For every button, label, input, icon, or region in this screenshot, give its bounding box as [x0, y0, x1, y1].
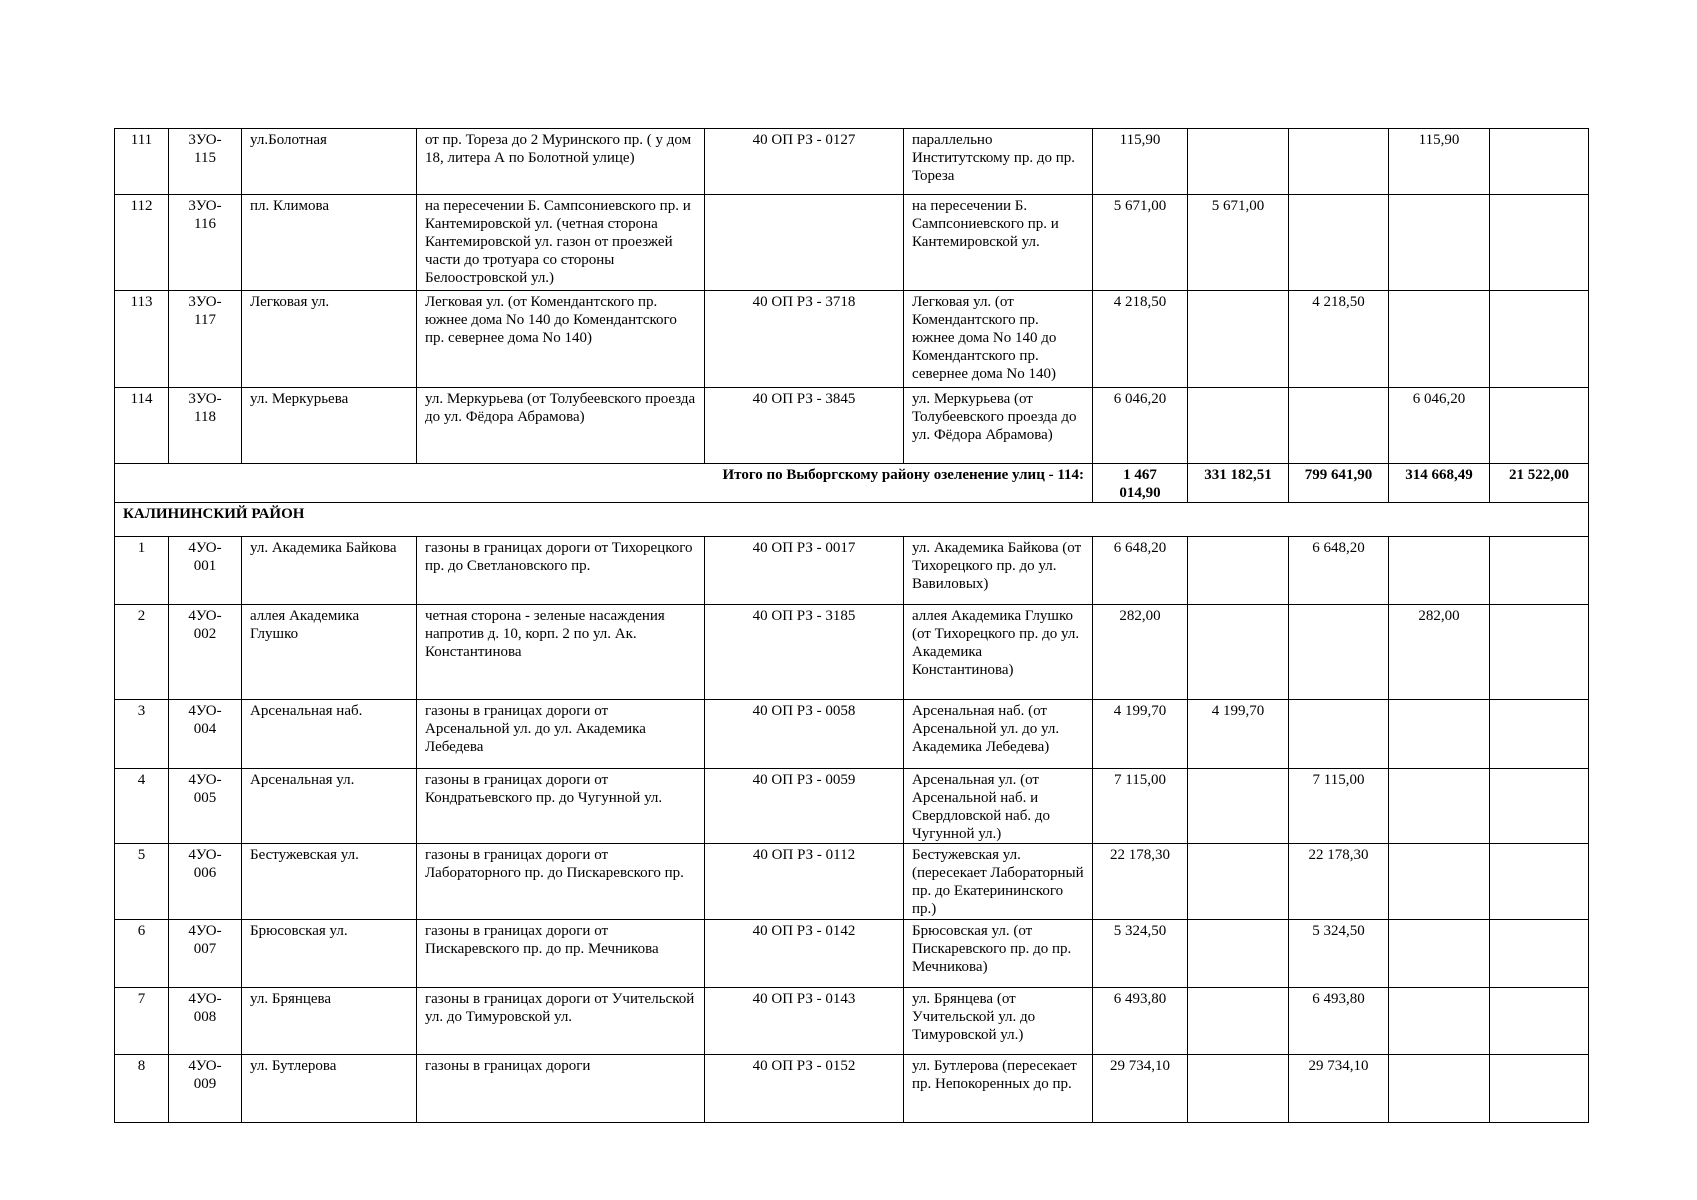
road-extent: аллея Академика Глушко (от Тихорецкого пр. до ул. Академика Константинова) [904, 605, 1093, 700]
boundary-description: на пересечении Б. Сампсониевского пр. и Кантемировской ул. (четная сторона Кантемировской ул. газон от проезжей части до тротуара со стороны Белоостровской ул.) [417, 195, 705, 291]
area-cat-3 [1389, 700, 1490, 769]
area-cat-3 [1389, 988, 1490, 1055]
area-cat-3: 282,00 [1389, 605, 1490, 700]
row-code: 3УО- 118 [169, 388, 242, 464]
road-extent: Легковая ул. (от Комендантского пр. южнее дома No 140 до Комендантского пр. севернее дома No 140) [904, 291, 1093, 388]
section-row [115, 503, 1589, 537]
boundary-description: Легковая ул. (от Комендантского пр. южнее дома No 140 до Комендантского пр. севернее дома No 140) [417, 291, 705, 388]
row-code: 4УО- 006 [169, 844, 242, 920]
registry-number: 40 ОП РЗ - 3185 [705, 605, 904, 700]
area-total: 29 734,10 [1093, 1055, 1188, 1123]
street-name: Арсенальная ул. [242, 769, 417, 844]
row-number: 5 [115, 844, 169, 920]
street-name: Легковая ул. [242, 291, 417, 388]
boundary-description: газоны в границах дороги [417, 1055, 705, 1123]
road-extent: на пересечении Б. Сампсониевского пр. и Кантемировской ул. [904, 195, 1093, 291]
table-row [115, 195, 1589, 291]
boundary-description: газоны в границах дороги от Тихорецкого пр. до Светлановского пр. [417, 537, 705, 605]
area-cat-1 [1188, 291, 1289, 388]
area-cat-4 [1490, 537, 1589, 605]
street-name: пл. Климова [242, 195, 417, 291]
area-total: 5 324,50 [1093, 920, 1188, 988]
table-row [115, 920, 1589, 988]
row-number: 8 [115, 1055, 169, 1123]
area-cat-1 [1188, 388, 1289, 464]
street-name: ул. Меркурьева [242, 388, 417, 464]
area-total: 4 199,70 [1093, 700, 1188, 769]
area-total: 22 178,30 [1093, 844, 1188, 920]
table-row [115, 1055, 1589, 1123]
boundary-description: газоны в границах дороги от Арсенальной ул. до ул. Академика Лебедева [417, 700, 705, 769]
total-row [115, 464, 1589, 503]
area-cat-3 [1389, 920, 1490, 988]
registry-number: 40 ОП РЗ - 0127 [705, 129, 904, 195]
area-cat-4 [1490, 1055, 1589, 1123]
area-cat-3: 115,90 [1389, 129, 1490, 195]
area-cat-1 [1188, 605, 1289, 700]
area-cat-3 [1389, 844, 1490, 920]
boundary-description: ул. Меркурьева (от Толубеевского проезда до ул. Фёдора Абрамова) [417, 388, 705, 464]
table-row [115, 769, 1589, 844]
area-cat-1 [1188, 920, 1289, 988]
area-cat-4 [1490, 769, 1589, 844]
area-total: 7 115,00 [1093, 769, 1188, 844]
boundary-description: газоны в границах дороги от Пискаревского пр. до пр. Мечникова [417, 920, 705, 988]
area-cat-4 [1490, 920, 1589, 988]
street-name: Брюсовская ул. [242, 920, 417, 988]
row-number: 2 [115, 605, 169, 700]
table-row [115, 988, 1589, 1055]
row-number: 113 [115, 291, 169, 388]
area-cat-2 [1289, 195, 1389, 291]
total-value: 21 522,00 [1490, 464, 1589, 503]
area-cat-1: 5 671,00 [1188, 195, 1289, 291]
street-name: Бестужевская ул. [242, 844, 417, 920]
row-code: 4УО- 001 [169, 537, 242, 605]
total-value: 1 467 014,90 [1093, 464, 1188, 503]
street-name: аллея Академика Глушко [242, 605, 417, 700]
row-code: 4УО- 005 [169, 769, 242, 844]
area-cat-4 [1490, 844, 1589, 920]
area-cat-2: 7 115,00 [1289, 769, 1389, 844]
table-row [115, 291, 1589, 388]
area-cat-1 [1188, 537, 1289, 605]
district-kalininsky-rows [115, 537, 1589, 1123]
area-cat-1 [1188, 1055, 1289, 1123]
street-name: ул.Болотная [242, 129, 417, 195]
area-cat-2: 6 493,80 [1289, 988, 1389, 1055]
total-value: 331 182,51 [1188, 464, 1289, 503]
area-cat-3 [1389, 291, 1490, 388]
road-extent: Арсенальная ул. (от Арсенальной наб. и Свердловской наб. до Чугунной ул.) [904, 769, 1093, 844]
area-cat-1 [1188, 988, 1289, 1055]
street-name: Арсенальная наб. [242, 700, 417, 769]
registry-number: 40 ОП РЗ - 0112 [705, 844, 904, 920]
row-code: 4УО- 009 [169, 1055, 242, 1123]
row-number: 7 [115, 988, 169, 1055]
total-value: 799 641,90 [1289, 464, 1389, 503]
area-cat-4 [1490, 605, 1589, 700]
road-extent: ул. Брянцева (от Учительской ул. до Тимуровской ул.) [904, 988, 1093, 1055]
area-cat-4 [1490, 291, 1589, 388]
area-total: 6 046,20 [1093, 388, 1188, 464]
area-total: 282,00 [1093, 605, 1188, 700]
road-extent: ул. Академика Байкова (от Тихорецкого пр. до ул. Вавиловых) [904, 537, 1093, 605]
district-vyborg-rows [115, 129, 1589, 464]
area-cat-2: 22 178,30 [1289, 844, 1389, 920]
area-cat-2: 6 648,20 [1289, 537, 1389, 605]
area-total: 4 218,50 [1093, 291, 1188, 388]
area-cat-2 [1289, 700, 1389, 769]
total-row-group [115, 464, 1589, 537]
area-cat-3: 6 046,20 [1389, 388, 1490, 464]
area-cat-4 [1490, 700, 1589, 769]
area-cat-3 [1389, 195, 1490, 291]
area-cat-2: 29 734,10 [1289, 1055, 1389, 1123]
road-extent: ул. Бутлерова (пересекает пр. Непокоренных до пр. [904, 1055, 1093, 1123]
row-code: 3УО- 115 [169, 129, 242, 195]
registry-number: 40 ОП РЗ - 0058 [705, 700, 904, 769]
street-name: ул. Брянцева [242, 988, 417, 1055]
area-cat-3 [1389, 769, 1490, 844]
registry-number [705, 195, 904, 291]
row-code: 4УО- 007 [169, 920, 242, 988]
area-cat-1 [1188, 844, 1289, 920]
area-cat-2 [1289, 129, 1389, 195]
row-number: 112 [115, 195, 169, 291]
row-code: 3УО- 116 [169, 195, 242, 291]
table-row [115, 129, 1589, 195]
row-number: 4 [115, 769, 169, 844]
row-number: 6 [115, 920, 169, 988]
road-extent: ул. Меркурьева (от Толубеевского проезда до ул. Фёдора Абрамова) [904, 388, 1093, 464]
area-total: 115,90 [1093, 129, 1188, 195]
row-number: 111 [115, 129, 169, 195]
table-row [115, 537, 1589, 605]
boundary-description: газоны в границах дороги от Учительской ул. до Тимуровской ул. [417, 988, 705, 1055]
registry-number: 40 ОП РЗ - 0059 [705, 769, 904, 844]
registry-number: 40 ОП РЗ - 0142 [705, 920, 904, 988]
road-extent: Бестужевская ул. (пересекает Лабораторный пр. до Екатерининского пр.) [904, 844, 1093, 920]
street-name: ул. Академика Байкова [242, 537, 417, 605]
boundary-description: газоны в границах дороги от Кондратьевского пр. до Чугунной ул. [417, 769, 705, 844]
registry-number: 40 ОП РЗ - 0152 [705, 1055, 904, 1123]
boundary-description: газоны в границах дороги от Лабораторного пр. до Пискаревского пр. [417, 844, 705, 920]
registry-number: 40 ОП РЗ - 3845 [705, 388, 904, 464]
road-extent: Арсенальная наб. (от Арсенальной ул. до ул. Академика Лебедева) [904, 700, 1093, 769]
area-total: 6 493,80 [1093, 988, 1188, 1055]
row-number: 3 [115, 700, 169, 769]
area-cat-3 [1389, 1055, 1490, 1123]
row-code: 4УО- 008 [169, 988, 242, 1055]
row-number: 114 [115, 388, 169, 464]
area-cat-1: 4 199,70 [1188, 700, 1289, 769]
table-row [115, 844, 1589, 920]
area-cat-2 [1289, 605, 1389, 700]
area-cat-1 [1188, 769, 1289, 844]
area-cat-4 [1490, 388, 1589, 464]
registry-number: 40 ОП РЗ - 0143 [705, 988, 904, 1055]
table-row [115, 605, 1589, 700]
area-cat-1 [1188, 129, 1289, 195]
register-table [114, 128, 1589, 1123]
area-total: 5 671,00 [1093, 195, 1188, 291]
area-cat-2 [1289, 388, 1389, 464]
street-name: ул. Бутлерова [242, 1055, 417, 1123]
area-cat-3 [1389, 537, 1490, 605]
row-code: 4УО- 002 [169, 605, 242, 700]
area-cat-2: 5 324,50 [1289, 920, 1389, 988]
road-extent: Брюсовская ул. (от Пискаревского пр. до пр. Мечникова) [904, 920, 1093, 988]
area-total: 6 648,20 [1093, 537, 1188, 605]
total-label: Итого по Выборгскому району озеленение улиц - 114: [115, 464, 1093, 503]
registry-number: 40 ОП РЗ - 3718 [705, 291, 904, 388]
row-code: 4УО- 004 [169, 700, 242, 769]
road-extent: параллельно Институтскому пр. до пр. Тореза [904, 129, 1093, 195]
area-cat-4 [1490, 129, 1589, 195]
boundary-description: четная сторона - зеленые насаждения напротив д. 10, корп. 2 по ул. Ак. Константинова [417, 605, 705, 700]
total-value: 314 668,49 [1389, 464, 1490, 503]
registry-number: 40 ОП РЗ - 0017 [705, 537, 904, 605]
row-number: 1 [115, 537, 169, 605]
area-cat-4 [1490, 195, 1589, 291]
table-row [115, 388, 1589, 464]
table-row [115, 700, 1589, 769]
area-cat-2: 4 218,50 [1289, 291, 1389, 388]
boundary-description: от пр. Тореза до 2 Муринского пр. ( у дом 18, литера А по Болотной улице) [417, 129, 705, 195]
row-code: 3УО- 117 [169, 291, 242, 388]
section-title: КАЛИНИНСКИЙ РАЙОН [115, 503, 1589, 537]
area-cat-4 [1490, 988, 1589, 1055]
